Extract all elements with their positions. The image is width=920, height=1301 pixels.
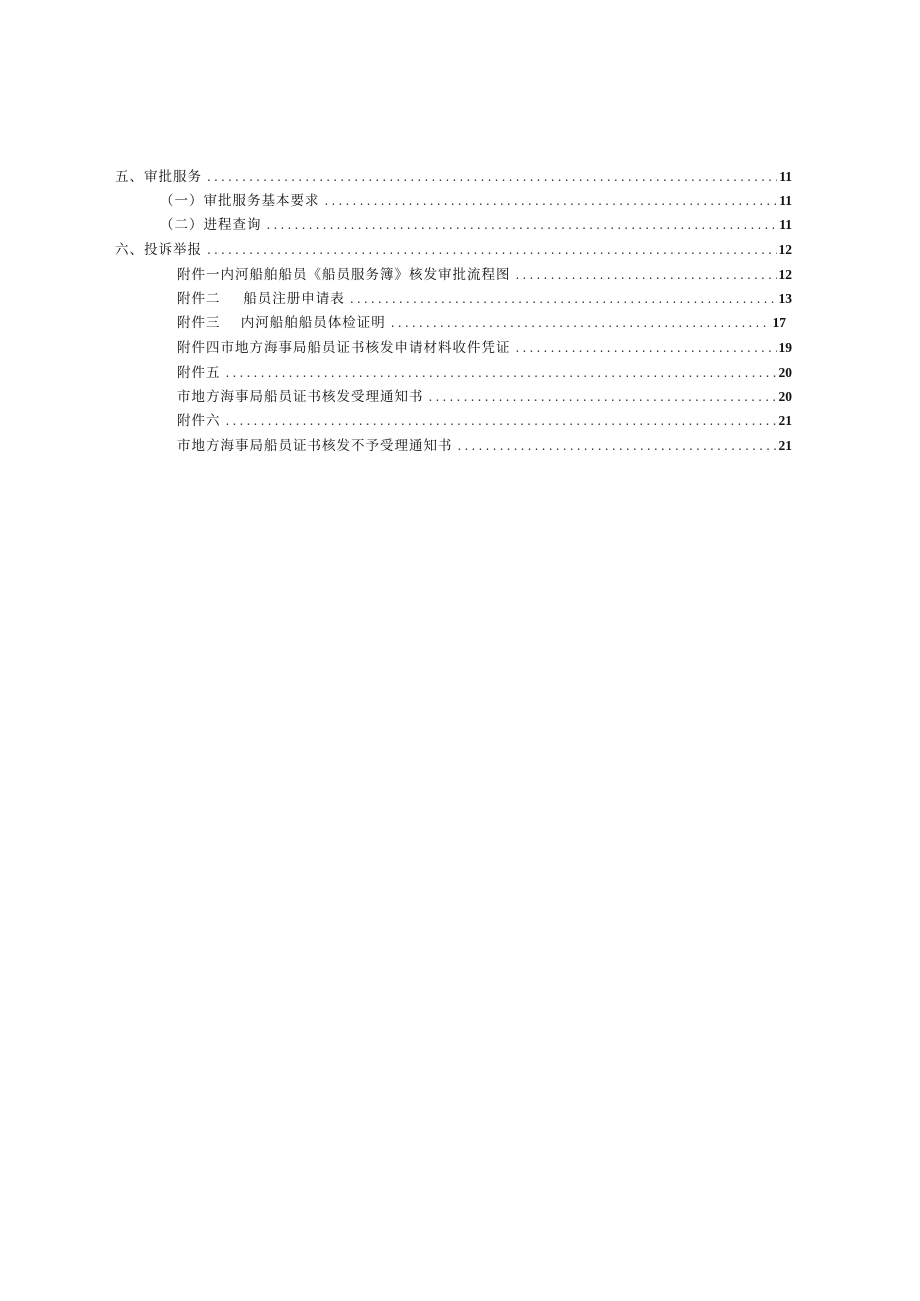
toc-leader-dots bbox=[325, 191, 778, 211]
toc-page-number: 21 bbox=[778, 438, 792, 453]
toc-entry[interactable] bbox=[160, 215, 792, 235]
toc-page-number: 19 bbox=[778, 340, 792, 355]
toc-page-number: 20 bbox=[778, 389, 792, 404]
toc-entry[interactable] bbox=[177, 289, 792, 309]
toc-leader-dots bbox=[516, 265, 777, 285]
toc-page-number: 20 bbox=[778, 365, 792, 380]
toc-leader-dots bbox=[350, 289, 777, 309]
toc-leader-dots bbox=[207, 240, 777, 260]
toc-entry[interactable] bbox=[177, 265, 792, 285]
toc-entry-title: 附件四市地方海事局船员证书核发申请材料收件凭证 bbox=[177, 340, 511, 356]
toc-entry[interactable] bbox=[115, 167, 792, 187]
toc-entry[interactable] bbox=[115, 240, 792, 260]
toc-page-number: 11 bbox=[779, 193, 792, 208]
toc-leader-dots bbox=[516, 338, 777, 358]
toc-entry-title: 市地方海事局船员证书核发受理通知书 bbox=[177, 389, 424, 405]
toc-entry[interactable] bbox=[177, 313, 786, 333]
toc-leader-dots bbox=[391, 313, 771, 333]
toc-entry-title: （一）审批服务基本要求 bbox=[160, 193, 320, 209]
toc-page-number: 21 bbox=[778, 413, 792, 428]
toc-entry[interactable] bbox=[160, 191, 792, 211]
toc-leader-dots bbox=[429, 387, 777, 407]
toc-page-number: 11 bbox=[779, 217, 792, 232]
toc-entry-title: 附件一内河船舶船员《船员服务簿》核发审批流程图 bbox=[177, 267, 511, 283]
toc-entry-title: 市地方海事局船员证书核发不予受理通知书 bbox=[177, 438, 453, 454]
toc-entry-subtitle: 船员注册申请表 bbox=[243, 291, 345, 307]
toc-page-number: 13 bbox=[778, 291, 792, 306]
toc-page-number: 12 bbox=[778, 242, 792, 257]
toc-entry-title: 五、审批服务 bbox=[115, 169, 202, 185]
toc-page-number: 11 bbox=[779, 169, 792, 184]
toc-entry-title: 附件三 bbox=[177, 315, 221, 331]
toc-leader-dots bbox=[458, 436, 777, 456]
toc-entry-subtitle: 内河船舶船员体检证明 bbox=[240, 315, 386, 331]
toc-leader-dots bbox=[207, 167, 777, 187]
toc-entry-title: 附件二 bbox=[177, 291, 221, 307]
toc-entry-title: 六、投诉举报 bbox=[115, 242, 202, 258]
toc-entry[interactable] bbox=[177, 387, 792, 407]
toc-entry-title: 附件六 bbox=[177, 413, 221, 429]
toc-entry[interactable] bbox=[177, 338, 792, 358]
toc-entry[interactable] bbox=[177, 411, 792, 431]
toc-entry[interactable] bbox=[177, 363, 792, 383]
toc-leader-dots bbox=[226, 363, 777, 383]
toc-page-number: 17 bbox=[772, 315, 786, 330]
toc-entry[interactable] bbox=[177, 436, 792, 456]
toc-entry-title: （二）进程查询 bbox=[160, 217, 262, 233]
toc-leader-dots bbox=[267, 215, 778, 235]
toc-entry-title: 附件五 bbox=[177, 365, 221, 381]
toc-leader-dots bbox=[226, 411, 777, 431]
toc-page-number: 12 bbox=[778, 267, 792, 282]
